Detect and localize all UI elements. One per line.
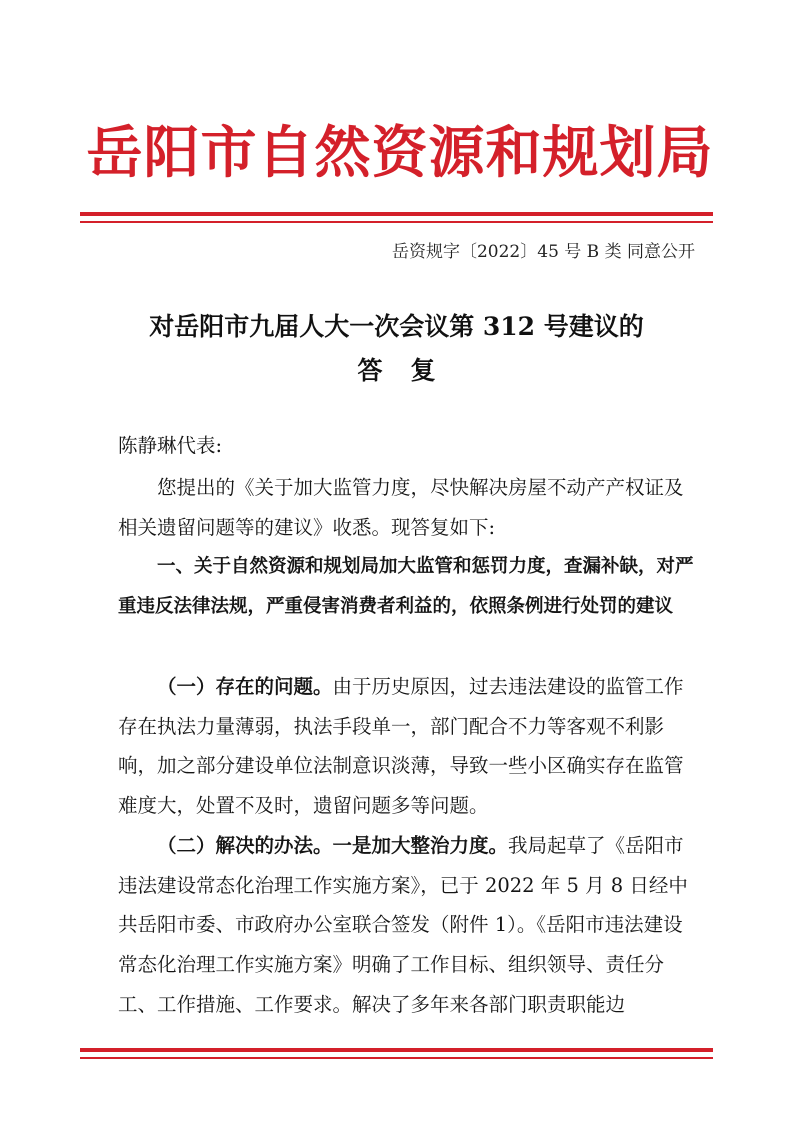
document-number: 岳资规字〔2022〕45 号 B 类 同意公开 xyxy=(391,242,695,262)
solutions-text: 我局起草了《岳阳市违法建设常态化治理工作实施方案》，已于 2022 年 5 月 8 日经中共岳阳市委、市政府办公室联合签发（附件 1）。《岳阳市违法建设常态化治理工作实施方案》明确了工作目标、组织领导、责任分工、工作措施、工作要求。解决了多年来各部门职责职能边 xyxy=(118,834,688,1016)
header-red-rule-thick xyxy=(80,212,713,216)
section-heading-one: 一、关于自然资源和规划局加大监管和惩罚力度，查漏补缺，对严重违反法律法规，严重侵害消费者利益的，依照条例进行处罚的建议 xyxy=(118,556,694,617)
subheading-solutions: （二）解决的办法。一是加大整治力度。 xyxy=(157,834,509,857)
salutation: 陈静琳代表: xyxy=(118,434,223,457)
paragraph-intro: 您提出的《关于加大监管力度，尽快解决房屋不动产产权证及相关遗留问题等的建议》收悉。现答复如下: xyxy=(118,476,684,539)
subheading-existing-problems: （一）存在的问题。 xyxy=(157,675,333,698)
paragraph-solutions xyxy=(118,826,700,1025)
document-title-line-1: 对岳阳市九届人大一次会议第 312 号建议的 xyxy=(149,312,644,341)
paragraph-existing-problems xyxy=(118,667,700,826)
agency-masthead: 岳阳市自然资源和规划局 xyxy=(86,120,714,186)
existing-problems-text: 由于历史原因，过去违法建设的监管工作存在执法力量薄弱，执法手段单一，部门配合不力等客观不利影响，加之部分建设单位法制意识淡薄，导致一些小区确实存在监管难度大，处置不及时，遗留问题多等问题。 xyxy=(118,675,684,818)
footer-red-rule-thick xyxy=(80,1048,713,1052)
footer-red-rule-thin xyxy=(80,1057,713,1059)
document-title-line-2: 答复 xyxy=(357,356,464,385)
header-red-rule-thin xyxy=(80,221,713,223)
